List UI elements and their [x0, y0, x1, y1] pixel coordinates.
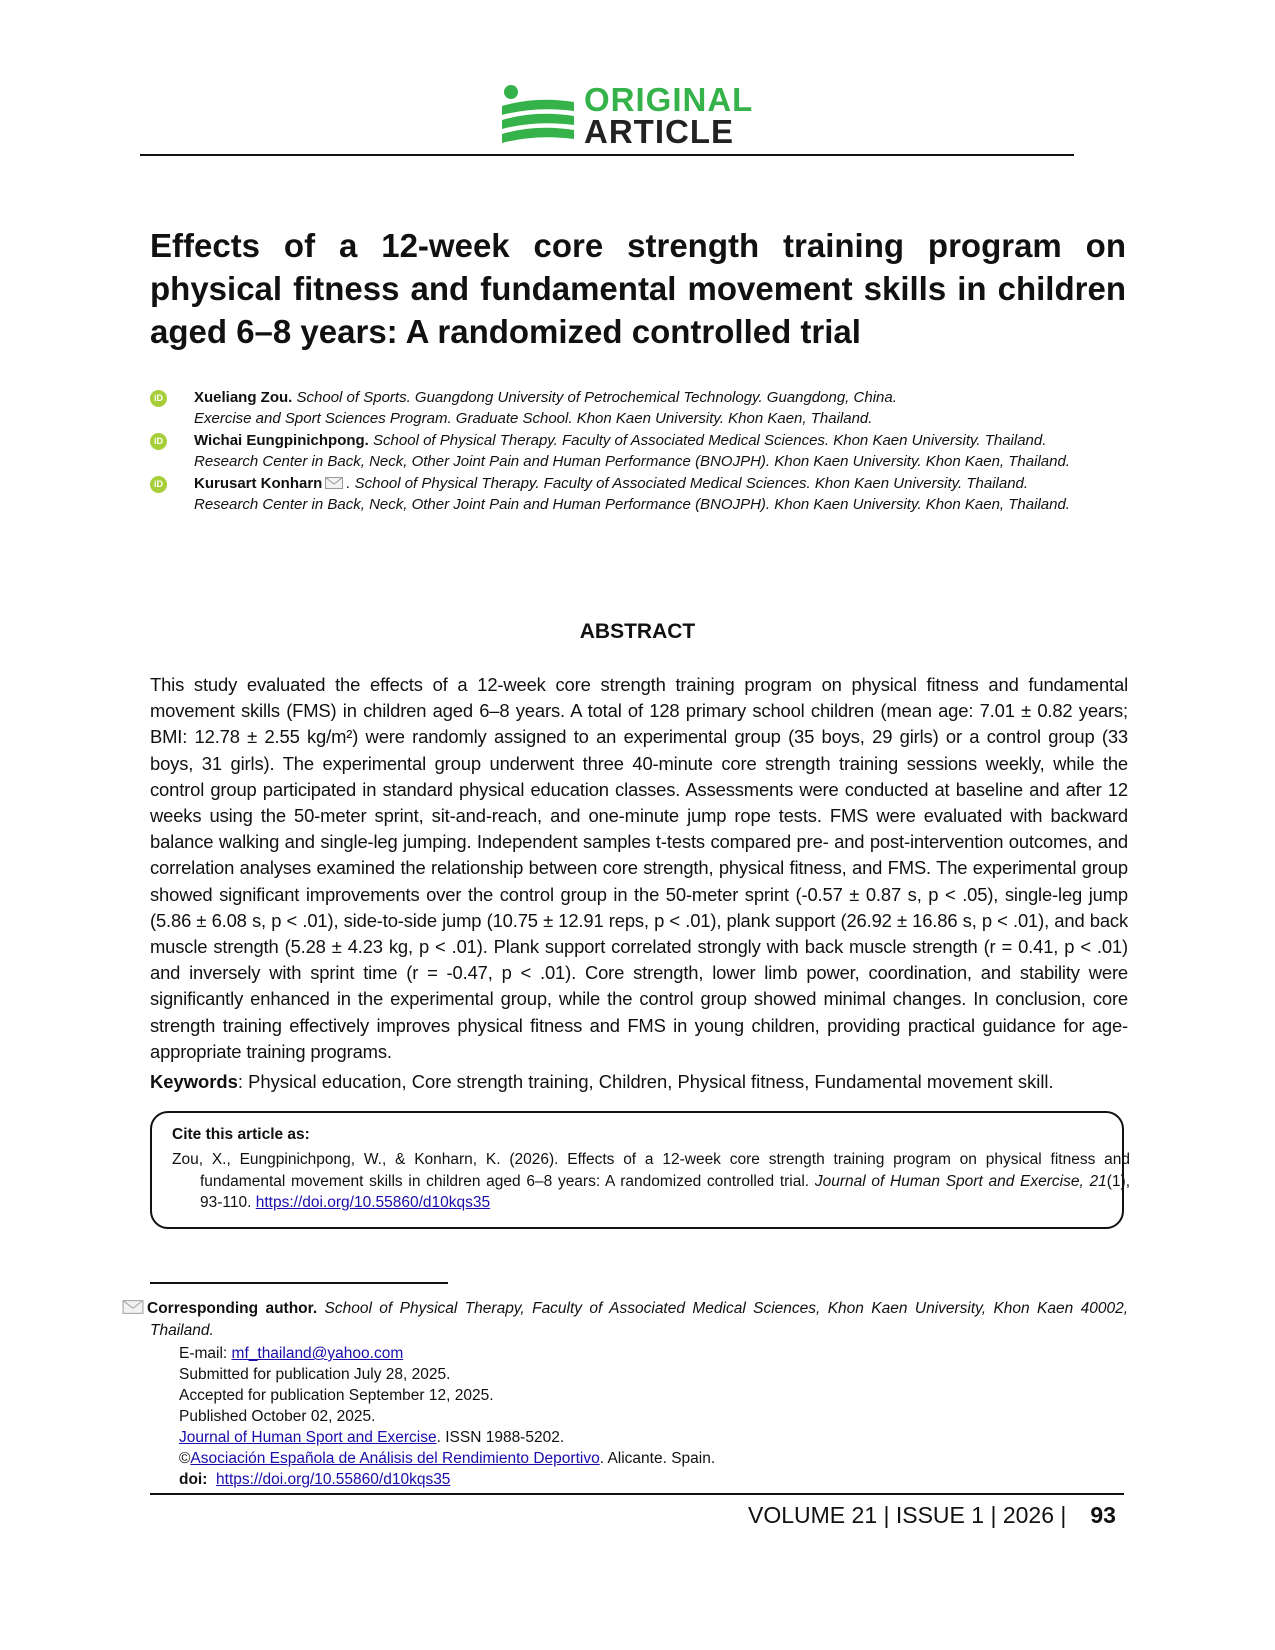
keywords-label: Keywords [150, 1071, 238, 1092]
envelope-icon [122, 1300, 144, 1314]
doi-link[interactable]: https://doi.org/10.55860/d10kqs35 [216, 1471, 451, 1488]
cite-journal: Journal of Human Sport and Exercise, 21 [814, 1172, 1107, 1190]
author-name: Xueliang Zou. [194, 389, 293, 406]
copyright-line [179, 1448, 715, 1470]
cite-text: Zou, X., Eungpinichpong, W., & Konharn, K. (2026). Effects of a 12-week core strength training program on physical fitness and fundamental movement skills in children aged 6–8 years: A randomized controlled trial. [172, 1151, 1130, 1190]
envelope-icon [325, 477, 343, 489]
abstract-body: This study evaluated the effects of a 12-week core strength training program on physical fitness and fundamental movement skills (FMS) in children aged 6–8 years. A total of 128 primary school children (mean age: 7.01 ± 0.82 years; BMI: 12.78 ± 2.55 kg/m²) were randomly assigned to an experimental group (35 boys, 29 girls) or a control group (33 boys, 31 girls). The experimental group underwent three 40-minute core strength training sessions weekly, while the control group participated in standard physical education classes. Assessments were conducted at baseline and after 12 weeks using the 50-meter sprint, sit-and-reach, and one-minute jump rope tests. FMS were evaluated with backward balance walking and single-leg jumping. Independent samples t-tests compared pre- and post-intervention outcomes, and correlation analyses examined the relationship between core strength, physical fitness, and FMS. The experimental group showed significant improvements over the control group in the 50-meter sprint (-0.57 ± 0.87 s, p < .05), single-leg jump (5.86 ± 6.08 s, p < .01), side-to-side jump (10.75 ± 12.91 reps, p < .01), plank support (26.92 ± 16.86 s, p < .01), and back muscle strength (5.28 ± 4.23 kg, p < .01). Plank support correlated strongly with back muscle strength (r = 0.41, p < .01) and inversely with sprint time (r = -0.47, p < .01). Core strength, lower limb power, coordination, and stability were significantly enhanced in the experimental group, while the control group showed minimal changes. In conclusion, core strength training effectively improves physical fitness and FMS in young children, providing practical guidance for age-appropriate training programs. [150, 674, 1128, 1062]
author-name: Wichai Eungpinichpong. [194, 432, 369, 449]
orcid-icon[interactable]: iD [150, 390, 167, 407]
cite-doi-link[interactable]: https://doi.org/10.55860/d10kqs35 [255, 1194, 491, 1211]
author-affiliation: School of Sports. Guangdong University of Petrochemical Technology. Guangdong, China. [296, 389, 897, 406]
cite-heading: Cite this article as: [172, 1126, 310, 1143]
email-line [179, 1343, 403, 1365]
author-affiliation: . School of Physical Therapy. Faculty of Associated Medical Sciences. Khon Kaen University. Thailand. [346, 475, 1029, 492]
copyright-symbol: © [179, 1450, 191, 1467]
logo-line-original: ORIGINAL [584, 81, 754, 118]
doi-label: doi: [179, 1471, 208, 1488]
page-footer [748, 1502, 1116, 1529]
journal-section-logo [502, 81, 782, 150]
journal-line [179, 1427, 564, 1449]
stripes-logo-icon [502, 84, 574, 150]
journal-link[interactable]: Journal of Human Sport and Exercise [179, 1429, 437, 1446]
accepted-date: Accepted for publication September 12, 2025. [179, 1387, 494, 1404]
footer-rule [150, 1493, 1124, 1495]
author-name: Kurusart Konharn [194, 475, 323, 492]
issn: . ISSN 1988-5202. [436, 1429, 565, 1446]
author-affiliation: School of Physical Therapy. Faculty of Associated Medical Sciences. Khon Kaen University. Thailand. [373, 432, 1047, 449]
keywords [150, 1069, 1128, 1095]
footnote-rule [150, 1282, 448, 1284]
keywords-list: : Physical education, Core strength training, Children, Physical fitness, Fundamental movement skill. [237, 1071, 1054, 1092]
cite-box [150, 1111, 1130, 1229]
association-place: . Alicante. Spain. [599, 1450, 716, 1467]
email-link[interactable]: mf_thailand@yahoo.com [231, 1345, 404, 1362]
page-number: 93 [1090, 1502, 1116, 1528]
doi-line [179, 1469, 450, 1491]
header-rule [140, 154, 1074, 156]
article-title: Effects of a 12-week core strength training program on physical fitness and fundamental movement skills in children aged 6–8 years: A randomized controlled trial [150, 227, 1126, 350]
logo-line-article: ARTICLE [584, 113, 734, 150]
corresponding-label: Corresponding author. [147, 1300, 318, 1317]
published-date: Published October 02, 2025. [179, 1408, 376, 1425]
association-link[interactable]: Asociación Española de Análisis del Rendimiento Deportivo [190, 1450, 600, 1467]
author-affiliation: Research Center in Back, Neck, Other Joint Pain and Human Performance (BNOJPH). Khon Kaen University. Khon Kaen, Thailand. [194, 453, 1070, 470]
submitted-date: Submitted for publication July 28, 2025. [179, 1366, 451, 1383]
cite-reference [172, 1149, 1130, 1214]
orcid-icon[interactable]: iD [150, 433, 167, 450]
volume-issue: VOLUME 21 | ISSUE 1 | 2026 | [748, 1502, 1067, 1528]
corresponding-address: School of Physical Therapy, Faculty of Associated Medical Sciences, Khon Kaen University, Khon Kaen 40002, Thailand. [150, 1300, 1129, 1339]
corresponding-author [147, 1298, 1129, 1342]
abstract-heading: ABSTRACT [579, 620, 696, 643]
author-affiliation: Exercise and Sport Sciences Program. Graduate School. Khon Kaen University. Khon Kaen, Thailand. [194, 410, 873, 427]
orcid-icon[interactable]: iD [150, 476, 167, 493]
email-label: E-mail: [179, 1345, 232, 1362]
cite-issue: (1), 93-110. [200, 1172, 1130, 1211]
author-affiliation: Research Center in Back, Neck, Other Joint Pain and Human Performance (BNOJPH). Khon Kaen University. Khon Kaen, Thailand. [194, 496, 1070, 513]
